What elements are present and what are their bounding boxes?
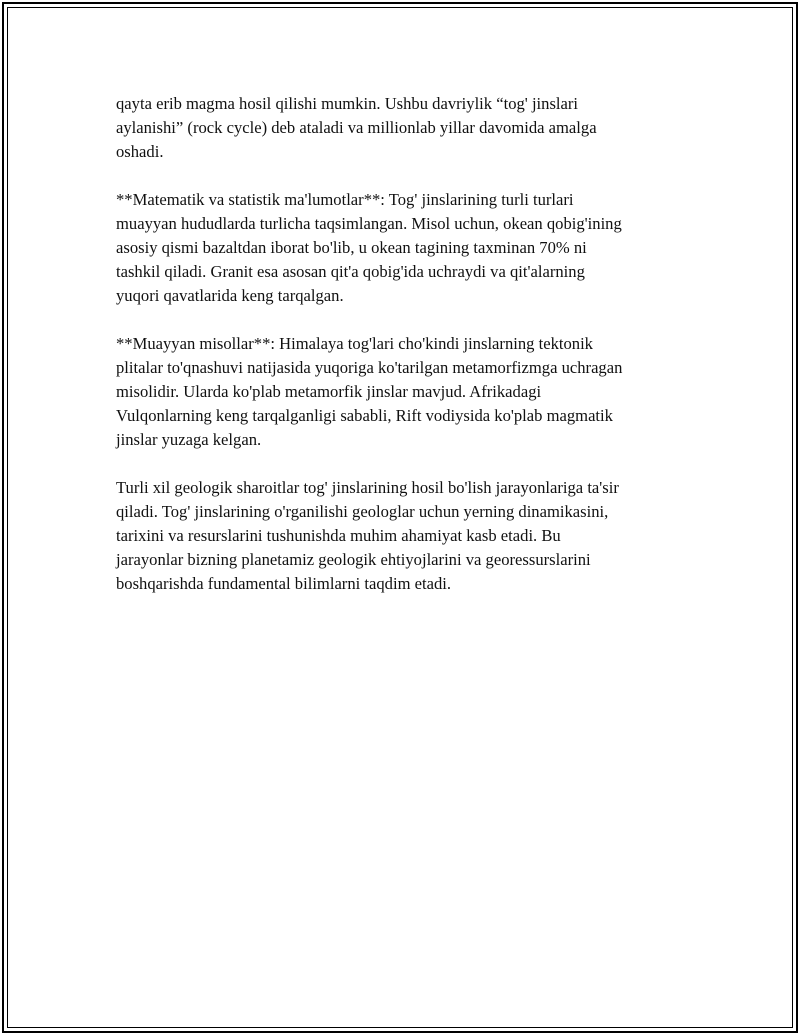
- paragraph-statistics: **Matematik va statistik ma'lumotlar**: Tog' jinslarining turli turlari muayyan hududlarda turlicha taqsimlangan. Misol uchun, okean qobig'ining asosiy qismi bazaltdan iborat bo'lib, u okean tagining taxminan 70% ni tashkil qiladi. Granit esa asosan qit'a qobig'ida uchraydi va qit'alarning yuqori qavatlarida keng tarqalgan.: [116, 190, 622, 305]
- document-body: [116, 92, 696, 620]
- paragraph-examples: **Muayyan misollar**: Himalaya tog'lari cho'kindi jinslarning tektonik plitalar to'qnashuvi natijasida yuqoriga ko'tarilgan metamorfizmga uchragan misolidir. Ularda ko'plab metamorfik jinslar mavjud. Afrikadagi Vulqonlarning keng tarqalganligi sababli, Rift vodiysida ko'plab magmatik jinslar yuzaga kelgan.: [116, 334, 623, 449]
- paragraph-conclusion: Turli xil geologik sharoitlar tog' jinslarining hosil bo'lish jarayonlariga ta'sir qiladi. Tog' jinslarining o'rganilishi geologlar uchun yerning dinamikasini, tarixini va resurslarini tushunishda muhim ahamiyat kasb etadi. Bu jarayonlar bizning planetamiz geologik ehtiyojlarini va georessurslarini boshqarishda fundamental bilimlarni taqdim etadi.: [116, 478, 619, 593]
- paragraph-rock-cycle: qayta erib magma hosil qilishi mumkin. Ushbu davriylik “tog' jinslari aylanishi” (rock cycle) deb ataladi va millionlab yillar davomida amalga oshadi.: [116, 94, 597, 161]
